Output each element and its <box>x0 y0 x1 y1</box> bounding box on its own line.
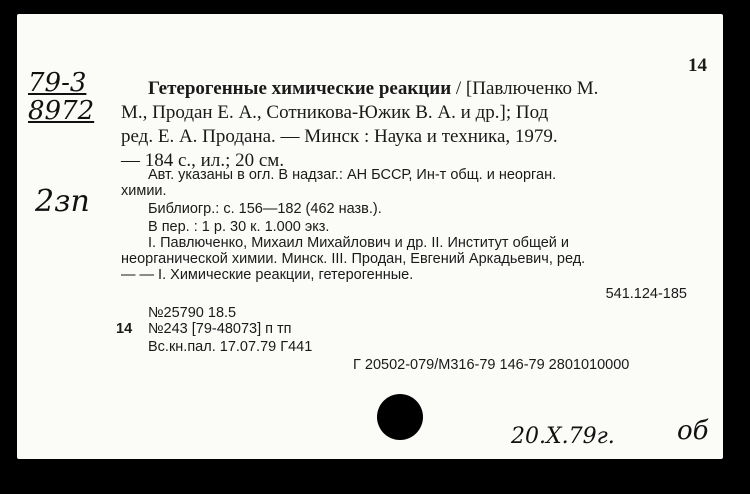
tracing-line-1: I. Павлюченко, Михаил Михайлович и др. II. Институт общей и <box>148 235 570 251</box>
handwritten-shelf-top: 79-3 <box>28 68 87 98</box>
title-bold: Гетерогенные химические реакции <box>148 78 452 99</box>
note-price: В пер. : 1 р. 30 к. 1.000 экз. <box>148 219 330 235</box>
record-prefix: 14 <box>116 321 133 337</box>
title-line-2: М., Продан Е. А., Сотникова-Южик В. А. и др.]; Под <box>121 102 549 123</box>
tracing-line-3: — — I. Химические реакции, гетерогенные. <box>121 267 414 283</box>
record-number-1: №25790 18.5 <box>148 305 237 321</box>
record-number-3: Вс.кн.пал. 17.07.79 Г441 <box>148 339 313 355</box>
note-authors-cont: химии. <box>121 183 167 199</box>
catalog-code: Г 20502-079/М316-79 146-79 2801010000 <box>353 357 630 373</box>
title-rest: / [Павлюченко М. <box>451 78 599 99</box>
title-line-4: — 184 с., ил.; 20 см. <box>121 150 285 171</box>
note-authors: Авт. указаны в огл. В надзаг.: АН БССР, Ин-т общ. и неорган. <box>148 167 557 183</box>
handwritten-date: 20.X.79г. <box>511 424 615 449</box>
tracing-line-2: неорганической химии. Минск. III. Продан, Евгений Аркадьевич, ред. <box>121 251 586 267</box>
handwritten-shelf-bottom: 8972 <box>28 96 95 126</box>
card-number: 14 <box>688 55 707 76</box>
udc-number: 541.124-185 <box>605 286 687 302</box>
handwritten-initials: об <box>677 416 709 446</box>
title-line-1 <box>148 77 598 100</box>
record-number-2: №243 [79-48073] п тп <box>148 321 292 337</box>
note-bibliography: Библиогр.: с. 156—182 (462 назв.). <box>148 201 382 217</box>
card-punch-hole <box>377 394 423 440</box>
catalog-card <box>17 14 723 459</box>
handwritten-margin-note: 2зп <box>35 184 90 219</box>
title-line-3: ред. Е. А. Продана. — Минск : Наука и техника, 1979. <box>121 126 558 147</box>
